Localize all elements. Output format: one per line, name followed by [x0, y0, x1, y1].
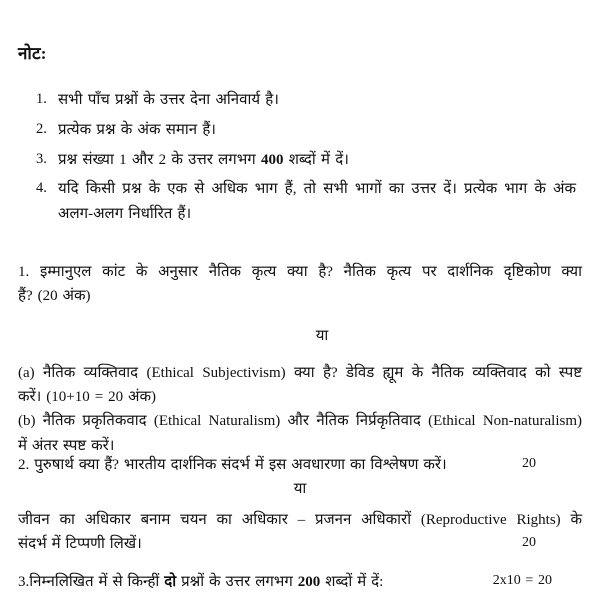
list-item-number: 1.	[36, 91, 47, 107]
question-1-or-separator: या	[315, 327, 329, 344]
question-2-option-line-2	[18, 532, 582, 556]
list-item-text	[58, 148, 576, 172]
text-segment: 3.निम्नलिखित में से किन्हीं	[18, 574, 165, 590]
list-item	[36, 177, 576, 226]
word-count-value: 200	[297, 574, 321, 590]
list-item-text: सभी पाँच प्रश्नों के उत्तर देना अनिवार्य है।	[58, 92, 279, 108]
word-count-value: 400	[260, 151, 284, 168]
question-3-block	[18, 570, 582, 594]
question-1-line-2: हैं? (20 अंक)	[18, 288, 91, 305]
question-2-or-separator: या	[293, 481, 307, 498]
question-2-line-1	[18, 453, 582, 477]
list-item-text: यदि किसी प्रश्न के एक से अधिक भाग हैं, तो सभी भागों का उत्तर दें। प्रत्येक भाग के अंक अलग-अलग निर्धारित हैं।	[58, 181, 576, 222]
question-1-line-1: 1. इम्मानुएल कांट के अनुसार नैतिक कृत्य क्या है? नैतिक कृत्य पर दार्शनिक दृष्टिकोण क्या	[18, 264, 582, 280]
list-item	[36, 148, 576, 172]
list-item-text: प्रत्येक प्रश्न के अंक समान हैं।	[58, 121, 216, 138]
text-segment: शब्दों में दें।	[283, 151, 349, 168]
note-heading: नोट:	[18, 44, 47, 63]
question-2-option-line-1: जीवन का अधिकार बनाम चयन का अधिकार – प्रजनन अधिकारों (Reproductive Rights) के	[18, 511, 582, 528]
question-count-value: दो	[164, 574, 177, 590]
question-1-option-a-line-1: (a) नैतिक व्यक्तिवाद (Ethical Subjectivism) क्या है? डेविड ह्यूम के नैतिक व्यक्तिवाद को स्पष्ट	[18, 364, 582, 381]
text-segment: प्रश्न संख्या 1 और 2 के उत्तर लगभग	[58, 151, 261, 168]
text-segment: प्रश्नों के उत्तर लगभग	[176, 574, 298, 590]
list-item-number: 3.	[36, 150, 47, 167]
question-1-block	[18, 260, 582, 458]
question-1-option-a-line-2: करें। (10+10 = 20 अंक)	[18, 389, 157, 406]
question-3-marks: 2x10 = 20	[492, 573, 552, 588]
question-1-option-b-line-2: में अंतर स्पष्ट करें।	[18, 437, 115, 454]
instructions-list	[36, 88, 576, 231]
list-item-number: 4.	[36, 180, 47, 197]
question-2-block	[18, 453, 582, 556]
question-2-text: 2. पुरुषार्थ क्या हैं? भारतीय दार्शनिक संदर्भ में इस अवधारणा का विश्लेषण करें।	[18, 457, 447, 473]
question-3-text	[18, 574, 383, 590]
question-3-line	[18, 570, 582, 594]
question-2-option-text: संदर्भ में टिप्पणी लिखें।	[18, 535, 142, 552]
question-2-marks: 20	[522, 456, 536, 471]
list-item	[36, 88, 576, 112]
text-segment: शब्दों में दें:	[320, 574, 384, 590]
question-2-option-marks: 20	[522, 534, 536, 550]
list-item	[36, 118, 576, 142]
question-1-option-b-line-1: (b) नैतिक प्रकृतिकवाद (Ethical Naturalism) और नैतिक निर्प्रकृतिवाद (Ethical Non-naturalism)	[18, 413, 582, 430]
list-item-number: 2.	[36, 120, 47, 137]
